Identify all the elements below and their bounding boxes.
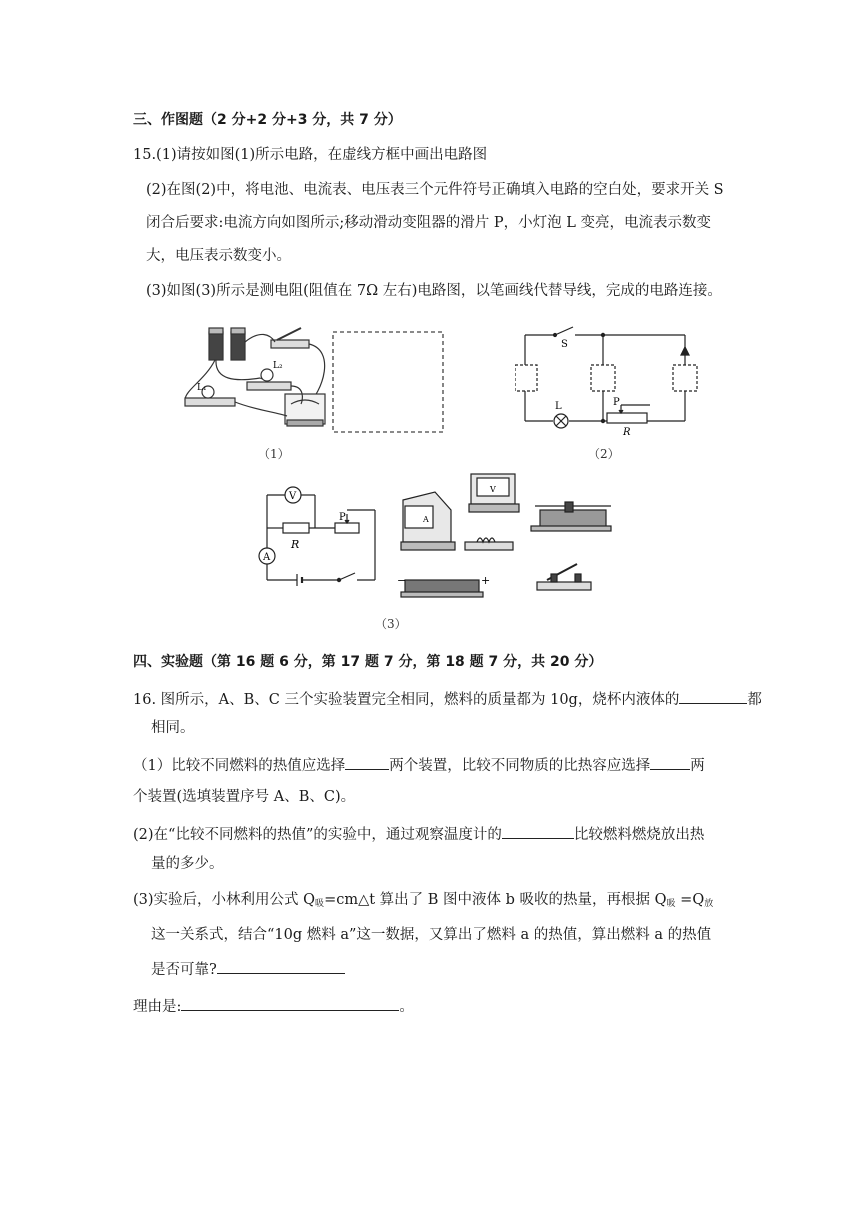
label-R: R xyxy=(623,427,631,438)
answer-blank-reliable[interactable] xyxy=(217,958,345,974)
answer-blank-specific-heat[interactable] xyxy=(650,754,690,770)
battery-minus: − xyxy=(397,574,407,587)
fig3-label-P: P xyxy=(339,512,346,523)
answer-blank-liquid[interactable] xyxy=(679,688,747,704)
figure-2-circuit xyxy=(515,325,715,440)
question-16-1-line-1: （1）比较不同燃料的热值应选择 两个装置，比较不同物质的比热容应选择 两 xyxy=(133,754,705,776)
question-16-3-line-2: 这一关系式，结合“10g 燃料 a”这一数据，又算出了燃料 a 的热值，算出燃料 a 的热值 xyxy=(151,927,712,943)
label-L: L xyxy=(555,401,562,412)
figure-3-circuit xyxy=(255,470,615,605)
figure-1-circuit xyxy=(175,320,455,435)
question-16-1-line-2: 个装置(选填装置序号 A、B、C)。 xyxy=(133,789,356,805)
ammeter-A-label: A xyxy=(423,515,429,524)
figure-3-caption: （3） xyxy=(375,617,407,631)
battery-1-icon xyxy=(209,332,223,360)
question-15-1: 15.(1)请按如图(1)所示电路，在虚线方框中画出电路图 xyxy=(133,147,488,163)
question-16-2-line-1: (2)在“比较不同燃料的热值”的实验中，通过观察温度计的 比较燃料燃烧放出热 xyxy=(133,823,704,845)
figure-1-caption: （1） xyxy=(258,447,290,461)
section-3-title: 三、作图题（2 分+2 分+3 分，共 7 分） xyxy=(133,112,402,128)
question-16-3-line-1: (3)实验后，小林利用公式 $Q_吸=cm\triangle t$ 算出了 B 图中液体 b 吸收的热量，再根据 $Q_吸 =Q_放$ xyxy=(133,892,714,909)
answer-blank-thermometer[interactable] xyxy=(502,823,574,839)
label-L1: L₁ xyxy=(197,383,207,393)
label-S: S xyxy=(561,339,568,350)
battery-2-icon xyxy=(231,332,245,360)
battery-plus: + xyxy=(481,574,491,587)
question-16-line-2: 相同。 xyxy=(151,720,195,736)
question-15-2-line-3: 大，电压表示数变小。 xyxy=(146,248,291,264)
fig3-label-V: V xyxy=(289,491,297,502)
section-4-title: 四、实验题（第 16 题 6 分，第 17 题 7 分，第 18 题 7 分，共 20 分） xyxy=(133,654,603,670)
question-16-line-1: 16. 图所示，A、B、C 三个实验装置完全相同，燃料的质量都为 10g，烧杯内液体的 都 xyxy=(133,688,762,710)
reason-line: 理由是: 。 xyxy=(133,995,414,1017)
answer-blank-reason[interactable] xyxy=(181,995,399,1011)
fig3-label-A: A xyxy=(263,552,271,563)
answer-blank-heat-value[interactable] xyxy=(345,754,389,770)
label-L2: L₂ xyxy=(273,361,283,371)
question-15-2-line-1: (2)在图(2)中，将电池、电流表、电压表三个元件符号正确填入电路的空白处，要求开关 S xyxy=(146,182,724,198)
question-16-3-line-3: 是否可靠? xyxy=(151,958,345,980)
question-16-2-line-2: 量的多少。 xyxy=(151,856,224,872)
fig3-label-R: R xyxy=(291,538,300,551)
dashed-answer-box xyxy=(333,332,443,432)
figure-2-caption: （2） xyxy=(588,447,620,461)
voltmeter-V-label: V xyxy=(490,485,496,494)
label-P: P xyxy=(613,397,620,408)
question-15-2-line-2: 闭合后要求:电流方向如图所示;移动滑动变阻器的滑片 P，小灯泡 L 变亮，电流表示数变 xyxy=(146,215,711,231)
question-15-3: (3)如图(3)所示是测电阻(阻值在 7Ω 左右)电路图，以笔画线代替导线，完成的电路连接。 xyxy=(146,283,722,299)
